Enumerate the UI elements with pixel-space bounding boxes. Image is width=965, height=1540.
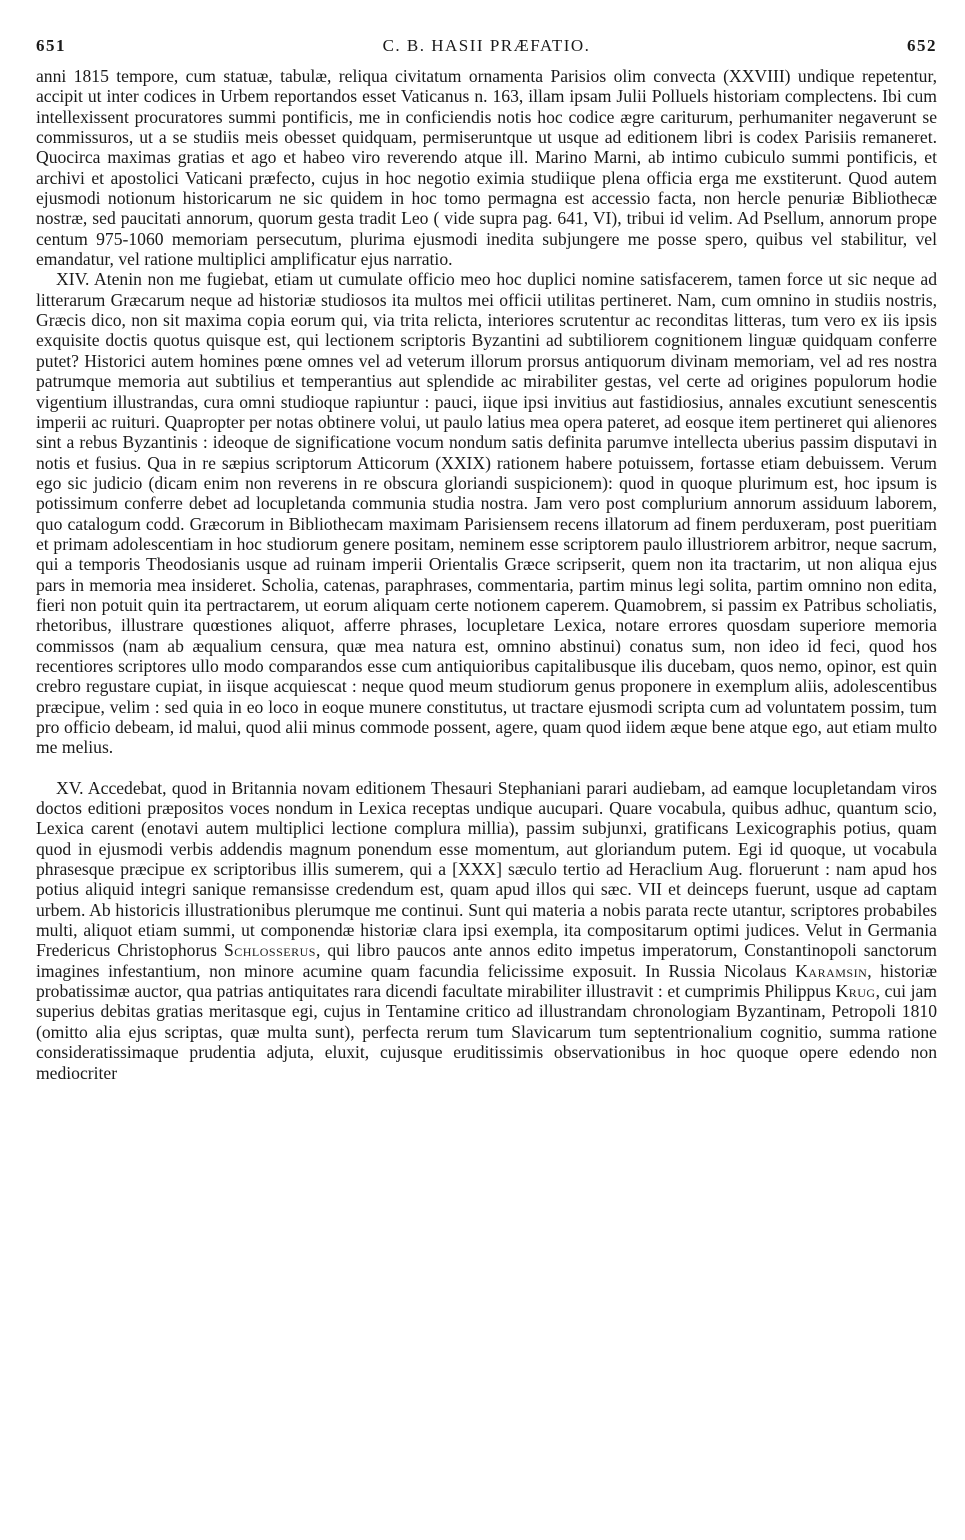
running-header — [36, 36, 937, 66]
section-xv-text-4: , cui jam superius debitas gratias meritasque egi, cujus in Tentamine critico ad illustrandam chronologiam Byzantinam, Petropoli 1810 (omitto alia ejus scriptas, quæ multa sunt), perfecta rerum tum Slavicarum tum septentrionalium cognitio, summa ratione consideratissimaque prudentia adjuta, eluxit, cujusque eruditissimis observationibus in hoc quoque opere edendo non mediocriter — [36, 981, 937, 1083]
page-number-right: 652 — [906, 36, 937, 55]
section-xv-text-1: XV. Accedebat, quod in Britannia novam editionem Thesauri Stephaniani parari audiebam, ad eamque locupletandam viros doctos editioni præpositos voces nondum in Lexica receptas undique aucupari. Quare vocabula, quibus adhuc, quantum scio, Lexica carent (enotavi autem multiplici lectione complura millia), passim subjunxi, gratificans Lexicographis potius, quam quod in ejusmodi verbis addendis magnum ponendum esse momentum, aut gloriandum putem. Egi id quoque, ut vocabula phrasesque præcipue ex scriptoribus illis sumerem, qui a [XXX] sæculo tertio ad Heraclium Aug. floruerunt : nam apud hos potius aliquid integri sanique remansisse credendum est, quam apud illos qui sæc. VII et deinceps fuerunt, usque ad captam urbem. Ab historicis illustrationibus plerumque me continui. Sunt qui materia a nobis parata recte utantur, scriptores probabiles multi, aliquot etiam summi, ut componendæ historiæ clara ipsi exempla, ita compositarum optimi judices. Velut in Germania Fredericus Christophorus — [36, 777, 937, 961]
name-schlosserus: Schlosserus — [223, 940, 316, 961]
running-title: C. B. HASII PRÆFATIO. — [382, 36, 591, 55]
paragraph-continuation: anni 1815 tempore, cum statuæ, tabulæ, reliqua civitatum ornamenta Parisios olim convecta (XXVIII) undique repetentur, accipit ut inter codices in Urbem reportandos esset Vaticanus n. 163, illam ipsam Julii Polluels historiam complectens. Ibi cum intellexissent procuratores summi pontificis, me in conficiendis notis hoc codice ægre cariturum, perhumaniter negaverunt se commissuros, ut a se studiis meis obesset quidquam, permiseruntque ut usque ad editionem libri is codex Parisiis remaneret. Quocirca maximas gratias et ago et habeo viro reverendo atque ill. Marino Marni, ab intimo cubiculo summi pontificis, et archivi et apostolici Vaticani præfecto, cujus in hoc negotio eximia studiique plena officia erga me exstiterunt. Quod autem ejusmodi notionum historicarum ne sic quidem in hoc tomo permagna est accessio facta, non hercle penuriæ Bibliothecæ nostræ, sed paucitati annorum, quorum gesta tradit Leo ( vide supra pag. 641, VI), tribui id velim. Ad Psellum, annorum prope centum 975-1060 memoriam persecutum, plurima ejusmodi inedita subjungere me posse spero, quibus vel stabilitur, vel emandatur, vel ratione multiplici amplificatur ejus narratio. — [36, 66, 937, 270]
page-number-left: 651 — [36, 36, 66, 55]
section-xv-text-2: , qui libro paucos ante annos edito impetus imperatorum, Constantinopoli sanctorum imagines infestantium, non minore acumine quam facundia felicissime exposuit. In Russia Nicolaus — [36, 940, 937, 981]
paragraph-section-xiv: XIV. Atenin non me fugiebat, etiam ut cumulate officio meo hoc duplici nomine satisfacerem, tamen force ut sic neque ad litterarum Græcarum neque ad historiæ studiosos ita multos mei officii utilitas pertineret. Nam, cum omnino in studiis nostris, Græcis dico, non sit maxima copia eorum qui, via trita relicta, interiores scrutentur ac reconditas litteras, tum vero ex iis ipsis exquisite doctis quotus quisque est, qui lectionem scriptoris Byzantini ad subtiliorem cognitionem linguæ quidquam conferre putet? Historici autem homines pœne omnes vel ad veterum illorum prorsus antiquorum divinam memoriam, vel ad res nostra patrumque memoria aut subtilius et temperantius aut splendide ac mirabiliter gestas, vel certe ad origines populorum hodie vigentium illustrandas, cura omni studioque rapiuntur : pauci, iique ipsi invitius aut fastidiosius, annales excutiunt senescentis imperii ac ruituri. Quapropter per notas obtinere volui, ut paulo latius mea opera pateret, ad eosque item pertineret qui alienores sint a rebus Byzantinis : ideoque de significatione vocum nondum satis definita parumve intellecta uberius passim disputavi in notis et fusius. Qua in re sæpius scriptorum Atticorum (XXIX) rationem habere potuissem, fortasse etiam debuissem. Verum ego sic judicio (dicam enim non reverens in re obscura gloriandi suspicionem): quod in quoque plurimum est, hoc ipsum is potissimum conferre debet ad locupletanda communia studia nostra. Jam vero post complurium annorum assiduum laborem, quo catalogum codd. Græcorum in Bibliothecam maximam Parisiensem recens illatorum ad finem perduxeram, post pueritiam et primam adolescentiam in hoc studiorum genere positam, neminem esse scriptorem paulo illustriorem arbitror, neque sacrum, qui a temporis Theodosianis usque ad ruinam imperii Orientalis Græce scripserit, quem non ita tractarim, ut non aliqua ejus pars in memoria mea insideret. Scholia, catenas, paraphrases, commentaria, partim minus legi solita, partim omnino non edita, fieri non potuit quin ita pertractarem, ut eorum aliquam certe notionem caperem. Quamobrem, si passim ex Patribus scholiatis, rhetoribus, illustrare quœstiones aliquot, afferre phrases, locupletare Lexica, notare errores quosdam superiore memoria commissos (nam ab æqualium censura, quæ mea natura est, omnino abstinui) conatus sum, non ideo id feci, quod hos recentiores scriptores ullo modo comparandos esse cum antiquioribus capitalibusque ilis ducebam, quos nemo, opinor, est quin crebro regustare cupiat, in iisque acquiescat : neque quod meum studiorum genus proponere in exemplum aliis, adolescentibus præcipue, velim : sed quia in eo loco in eoque munere constitutus, ut tractare ejusmodi scripta cum ad voluntatem possim, tum pro officio debeam, id malui, quod alii minus commode possent, agere, quam quod iidem æque bene atque ego, aut etiam multo me melius. — [36, 269, 937, 758]
paragraph-gap — [36, 758, 937, 778]
body-text — [36, 66, 937, 1083]
section-xv-text-3: , historiæ probatissimæ auctor, qua patrias antiquitates rara dicendi facultate mirabiliter illustravit : et cumprimis Philippus — [36, 960, 938, 1002]
name-krug: Krug — [835, 981, 876, 1002]
paragraph-section-xv — [36, 778, 937, 1083]
name-karamsin: Karamsin — [795, 960, 868, 981]
